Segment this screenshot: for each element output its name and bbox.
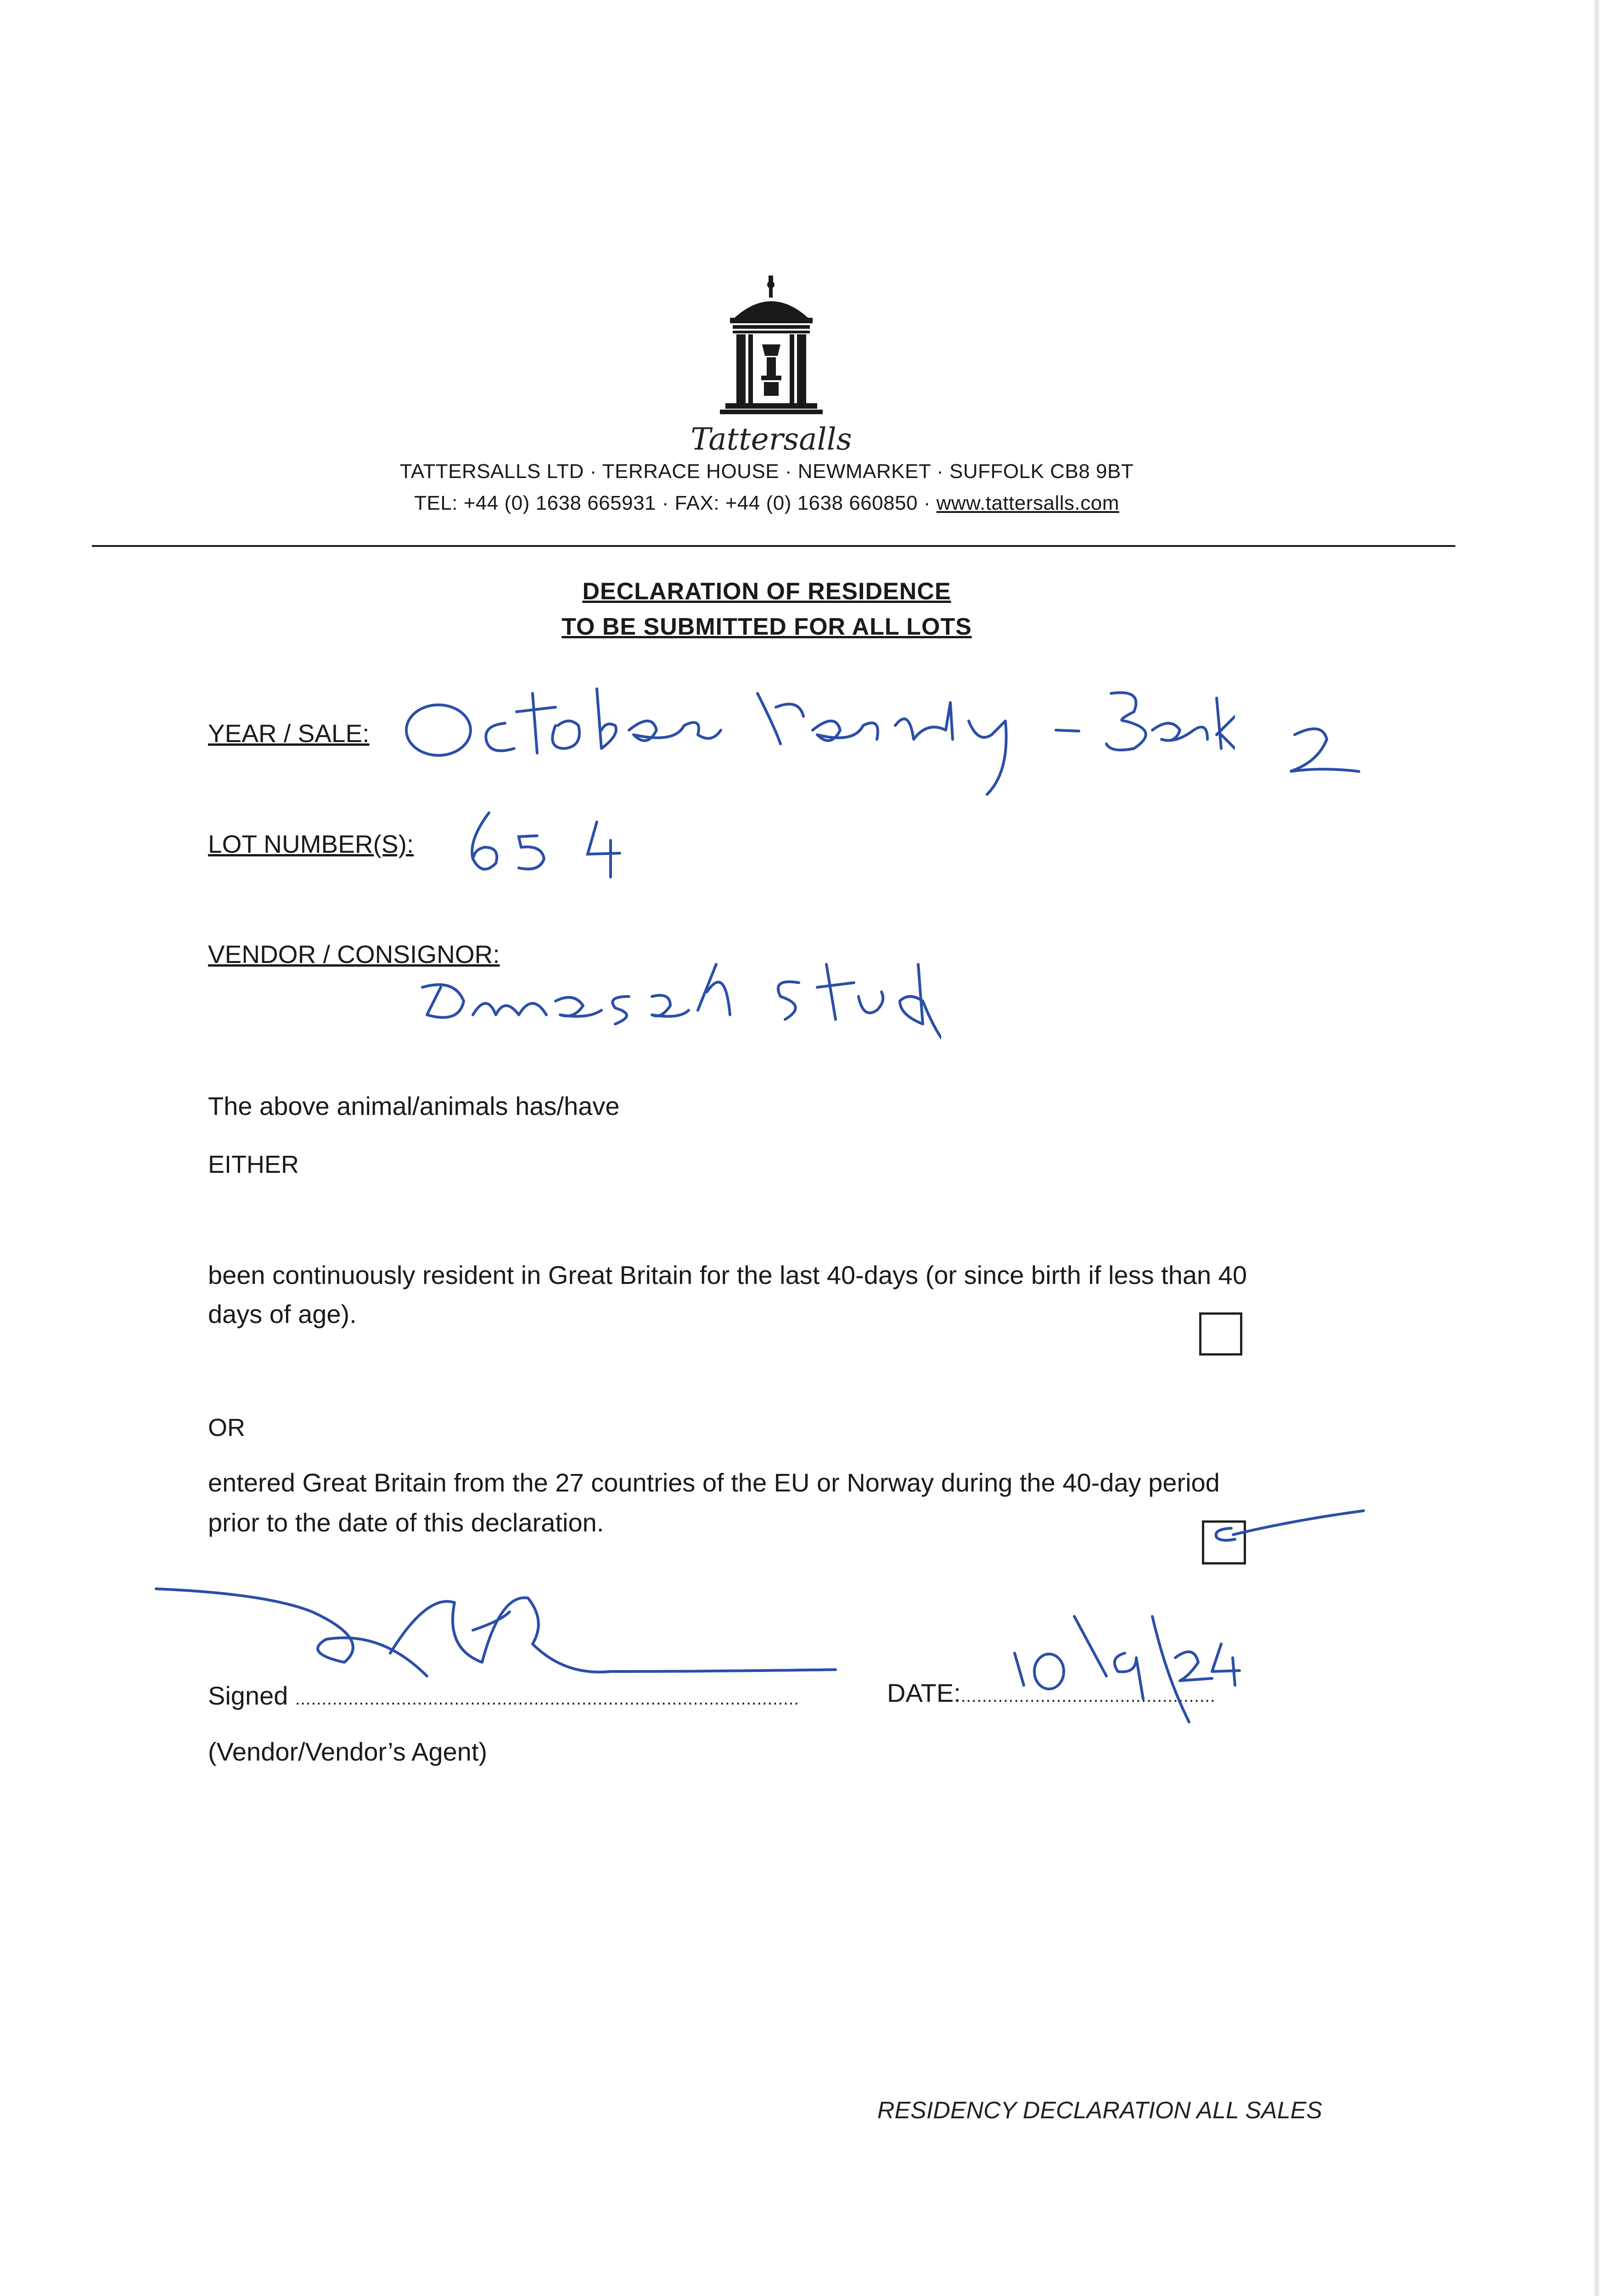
- option1-line1: been continuously resident in Great Britain for the last 40-days (or since birth if less than 40: [208, 1261, 1247, 1289]
- year-sale-handwriting: [399, 680, 1235, 804]
- date-label: DATE:: [887, 1678, 961, 1707]
- scan-edge: [1594, 0, 1600, 2296]
- date-dots: ................................................: [960, 1687, 1216, 1706]
- option2-check-mark: [1203, 1506, 1368, 1561]
- option1-line2: days of age).: [208, 1300, 357, 1328]
- website-link[interactable]: www.tattersalls.com: [936, 492, 1119, 514]
- lot-number-handwriting: [464, 804, 638, 882]
- lot-number-label: LOT NUMBER(S):: [208, 830, 414, 858]
- signed-line: [208, 1681, 799, 1711]
- document-title: DECLARATION OF RESIDENCE: [582, 578, 951, 605]
- or-heading: OR: [208, 1414, 245, 1441]
- vendor-handwriting: [413, 946, 941, 1047]
- contact-numbers: TEL: +44 (0) 1638 665931 · FAX: +44 (0) 1638 660850 ·: [414, 492, 937, 514]
- date-handwriting: [1005, 1607, 1244, 1727]
- signed-dots: ...............................................................................................: [295, 1689, 799, 1709]
- vendor-label: VENDOR / CONSIGNOR:: [208, 940, 500, 968]
- option2-line1: entered Great Britain from the 27 countries of the EU or Norway during the 40-day period: [208, 1468, 1220, 1497]
- year-sale-handwriting-end: [1285, 716, 1377, 781]
- document-subtitle: TO BE SUBMITTED FOR ALL LOTS: [561, 613, 972, 640]
- either-heading: EITHER: [208, 1151, 299, 1178]
- tattersalls-logo-icon: [716, 276, 826, 427]
- year-sale-label: YEAR / SALE:: [208, 719, 370, 748]
- brand-name: Tattersalls: [690, 422, 852, 457]
- header-rule: [92, 545, 1455, 547]
- company-contact: [230, 492, 1304, 515]
- intro-text: The above animal/animals has/have: [208, 1092, 620, 1120]
- footer-text: RESIDENCY DECLARATION ALL SALES: [877, 2097, 1322, 2124]
- company-address: TATTERSALLS LTD · TERRACE HOUSE · NEWMARKET · SUFFOLK CB8 9BT: [399, 460, 1134, 483]
- signed-label: Signed: [208, 1681, 288, 1710]
- agent-label: (Vendor/Vendor’s Agent): [208, 1737, 488, 1766]
- option2-line2: prior to the date of this declaration.: [208, 1508, 604, 1537]
- option1-checkbox[interactable]: [1199, 1312, 1242, 1356]
